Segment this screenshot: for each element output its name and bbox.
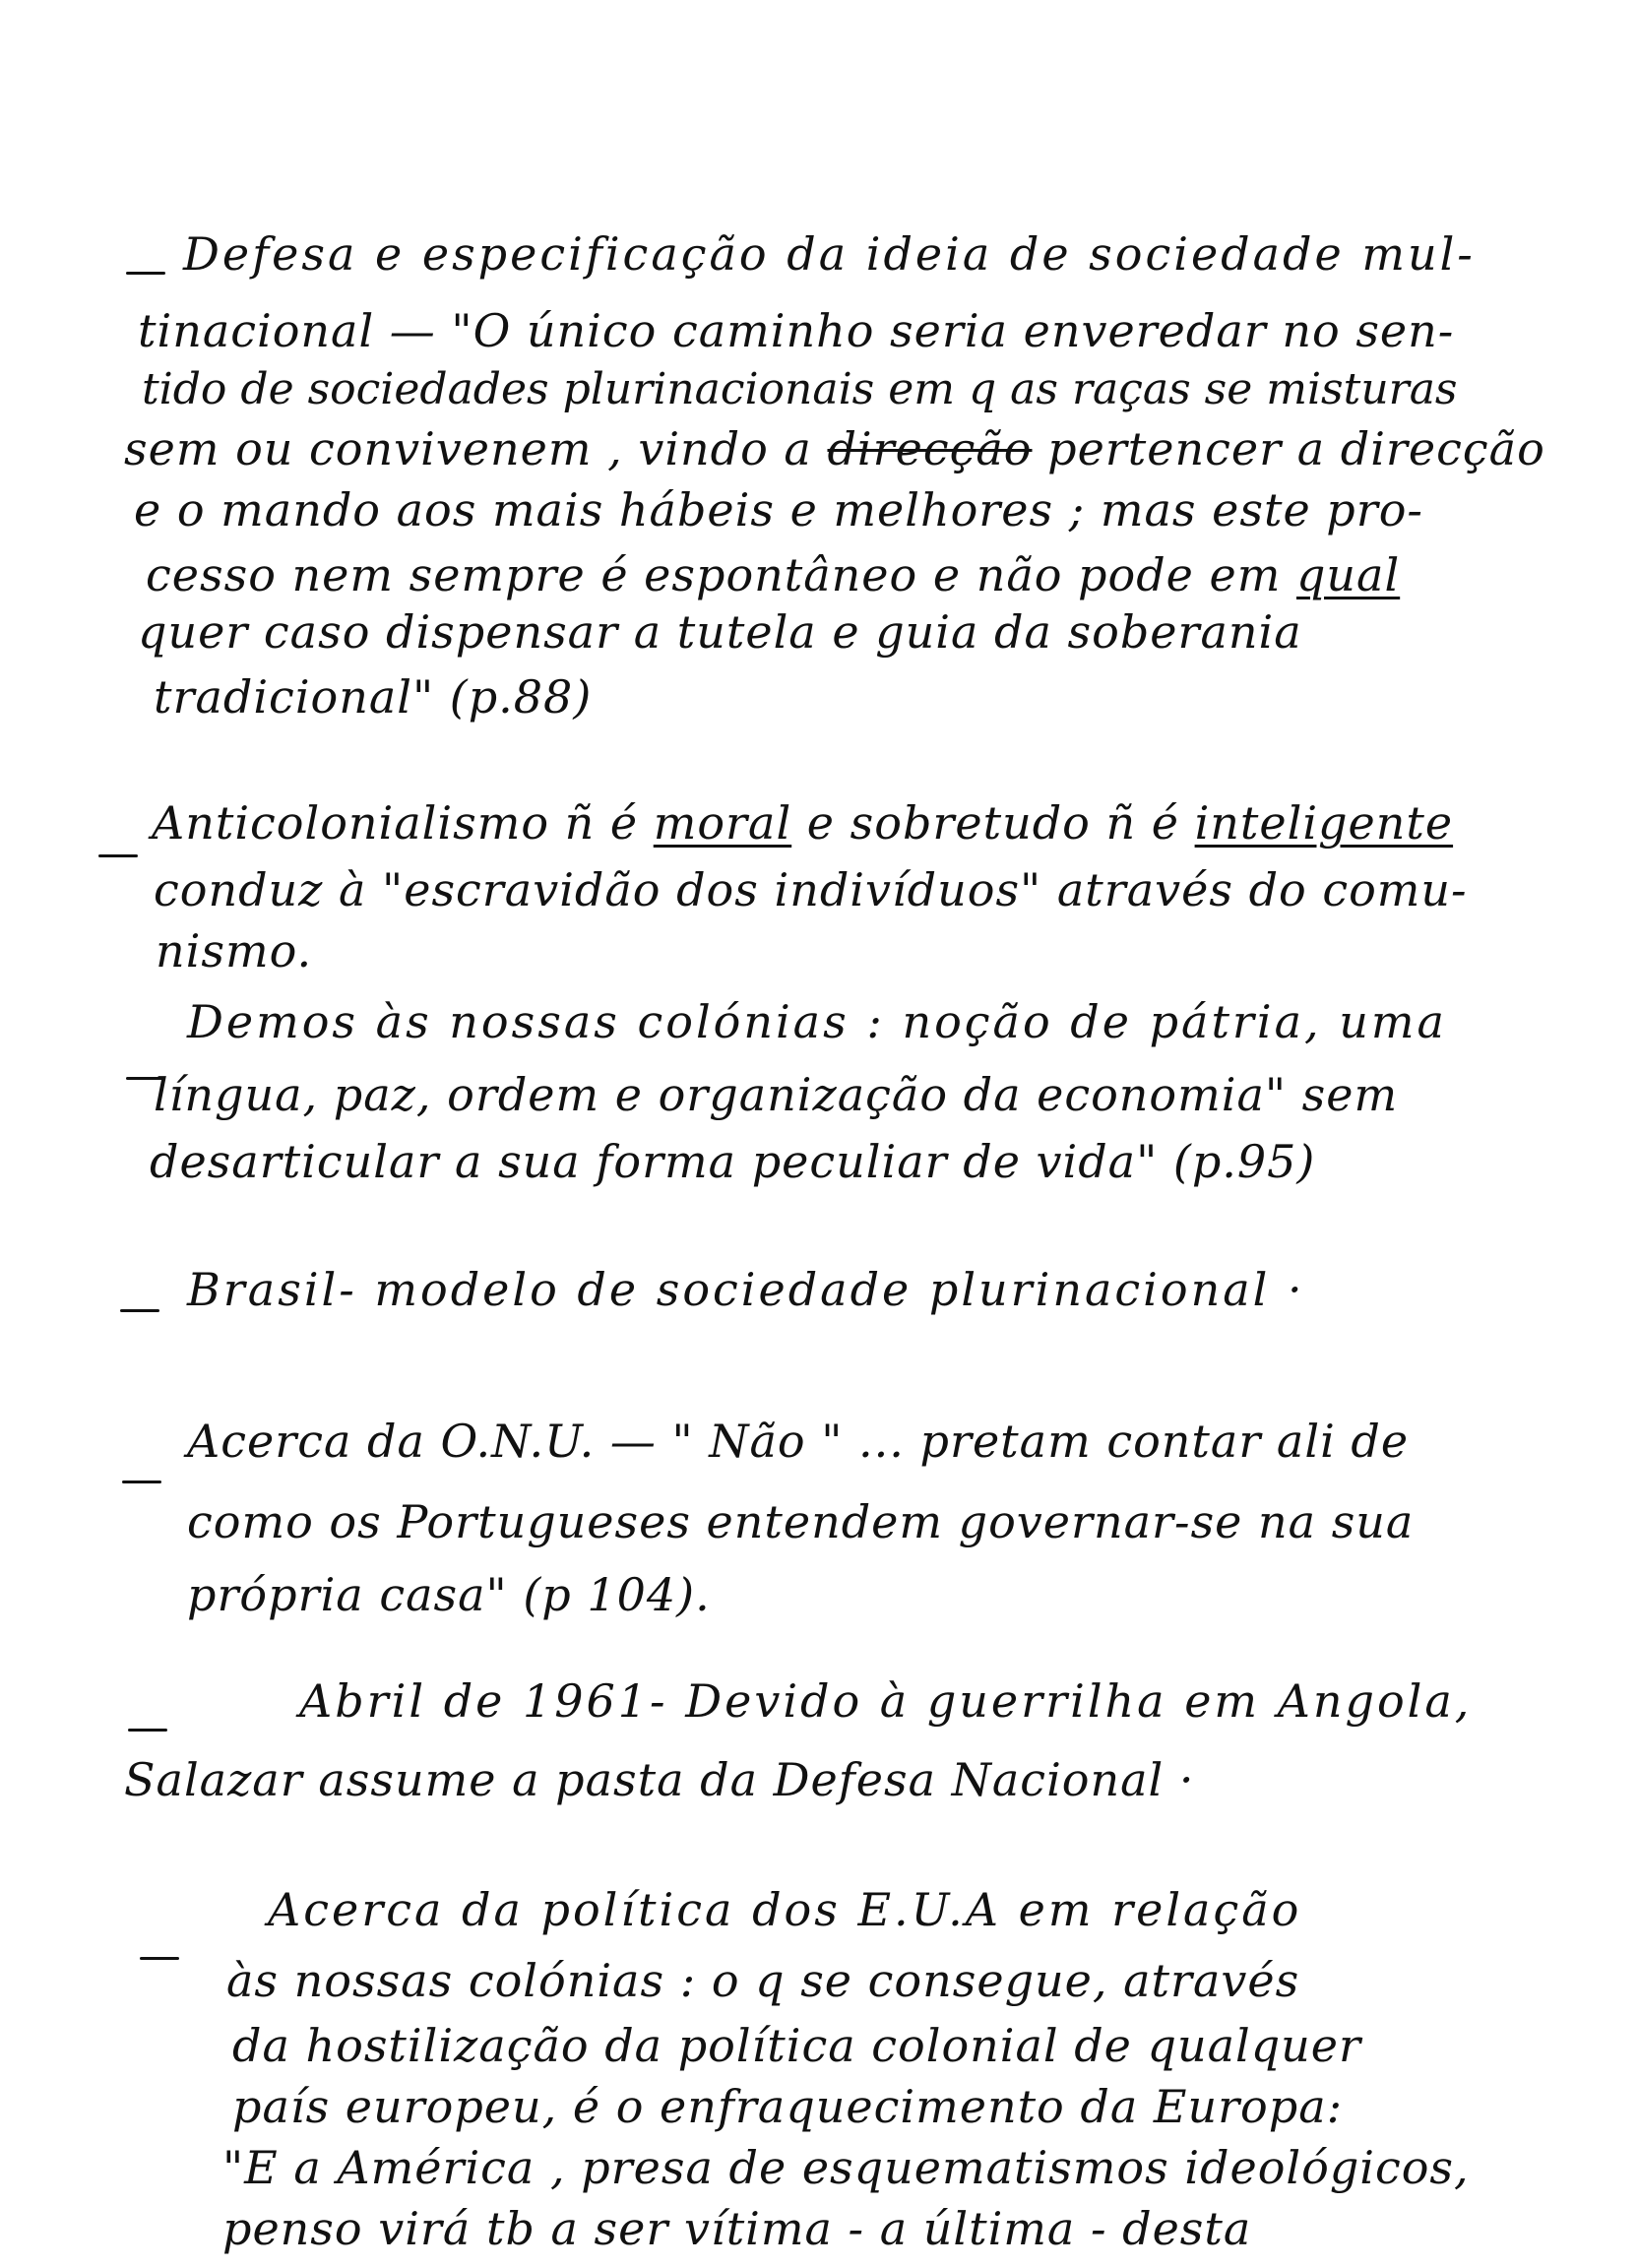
- underlined-word: moral: [653, 796, 792, 850]
- note-line: [146, 547, 1400, 602]
- note-line: [124, 421, 1545, 476]
- line-text: e sobretudo ñ é: [791, 796, 1195, 850]
- note-line: como os Portugueses entendem governar-se na sua: [187, 1495, 1415, 1548]
- note-line: Defesa e especificação da ideia de sociedade mul-: [183, 227, 1476, 281]
- note-line: Demos às nossas colónias : noção de pátria, uma: [187, 995, 1447, 1048]
- note-line: quer caso dispensar a tutela e guia da soberania: [138, 605, 1302, 659]
- line-text: Anticolonialismo ñ é: [152, 796, 654, 850]
- note-line: nismo.: [156, 924, 313, 977]
- note-line: Abril de 1961- Devido à guerrilha em Angola,: [299, 1674, 1473, 1728]
- line-text: sem ou convivenem , vindo a: [124, 422, 828, 475]
- note-line: Acerca da O.N.U. — " Não " ... pretam contar ali de: [187, 1415, 1410, 1468]
- note-line: e o mando aos mais hábeis e melhores ; mas este pro-: [134, 483, 1423, 536]
- bullet-dash: [140, 1957, 179, 1960]
- bullet-dash: [120, 1309, 159, 1312]
- note-line: língua, paz, ordem e organização da economia" sem: [154, 1068, 1399, 1121]
- note-line: tradicional" (p.88): [154, 670, 593, 724]
- note-line: Brasil- modelo de sociedade plurinacional ·: [187, 1263, 1305, 1316]
- note-line: penso virá tb a ser vítima - a última - desta: [222, 2202, 1252, 2255]
- note-line: conduz à "escravidão dos indivíduos" através do comu-: [154, 863, 1468, 916]
- note-line: tido de sociedades plurinacionais em q as raças se misturas: [142, 364, 1458, 414]
- struck-word: direcção: [827, 422, 1033, 475]
- line-text: cesso nem sempre é espontâneo e não pode em: [146, 548, 1296, 601]
- bullet-dash: [128, 1729, 167, 1732]
- note-line: "E a América , presa de esquematismos ideológicos,: [222, 2141, 1470, 2194]
- bullet-dash: [122, 1480, 161, 1483]
- bullet-dash: [126, 272, 165, 275]
- underlined-word: qual: [1295, 548, 1401, 601]
- note-line: às nossas colónias : o q se consegue, através: [226, 1954, 1300, 2007]
- note-line: [152, 795, 1453, 850]
- note-line: da hostilização da política colonial de qualquer: [232, 2019, 1362, 2072]
- bullet-dash: [98, 854, 138, 857]
- note-line: Salazar assume a pasta da Defesa Nacional ·: [124, 1753, 1195, 1806]
- note-line: Acerca da política dos E.U.A em relação: [268, 1883, 1302, 1936]
- note-line: própria casa" (p 104).: [187, 1568, 711, 1621]
- underlined-word: inteligente: [1194, 796, 1454, 850]
- note-line: país europeu, é o enfraquecimento da Europa:: [232, 2080, 1344, 2133]
- line-text: pertencer a direcção: [1032, 422, 1545, 475]
- note-line: desarticular a sua forma peculiar de vida" (p.95): [150, 1135, 1316, 1188]
- note-line: tinacional — "O único caminho seria enveredar no sen-: [138, 304, 1455, 357]
